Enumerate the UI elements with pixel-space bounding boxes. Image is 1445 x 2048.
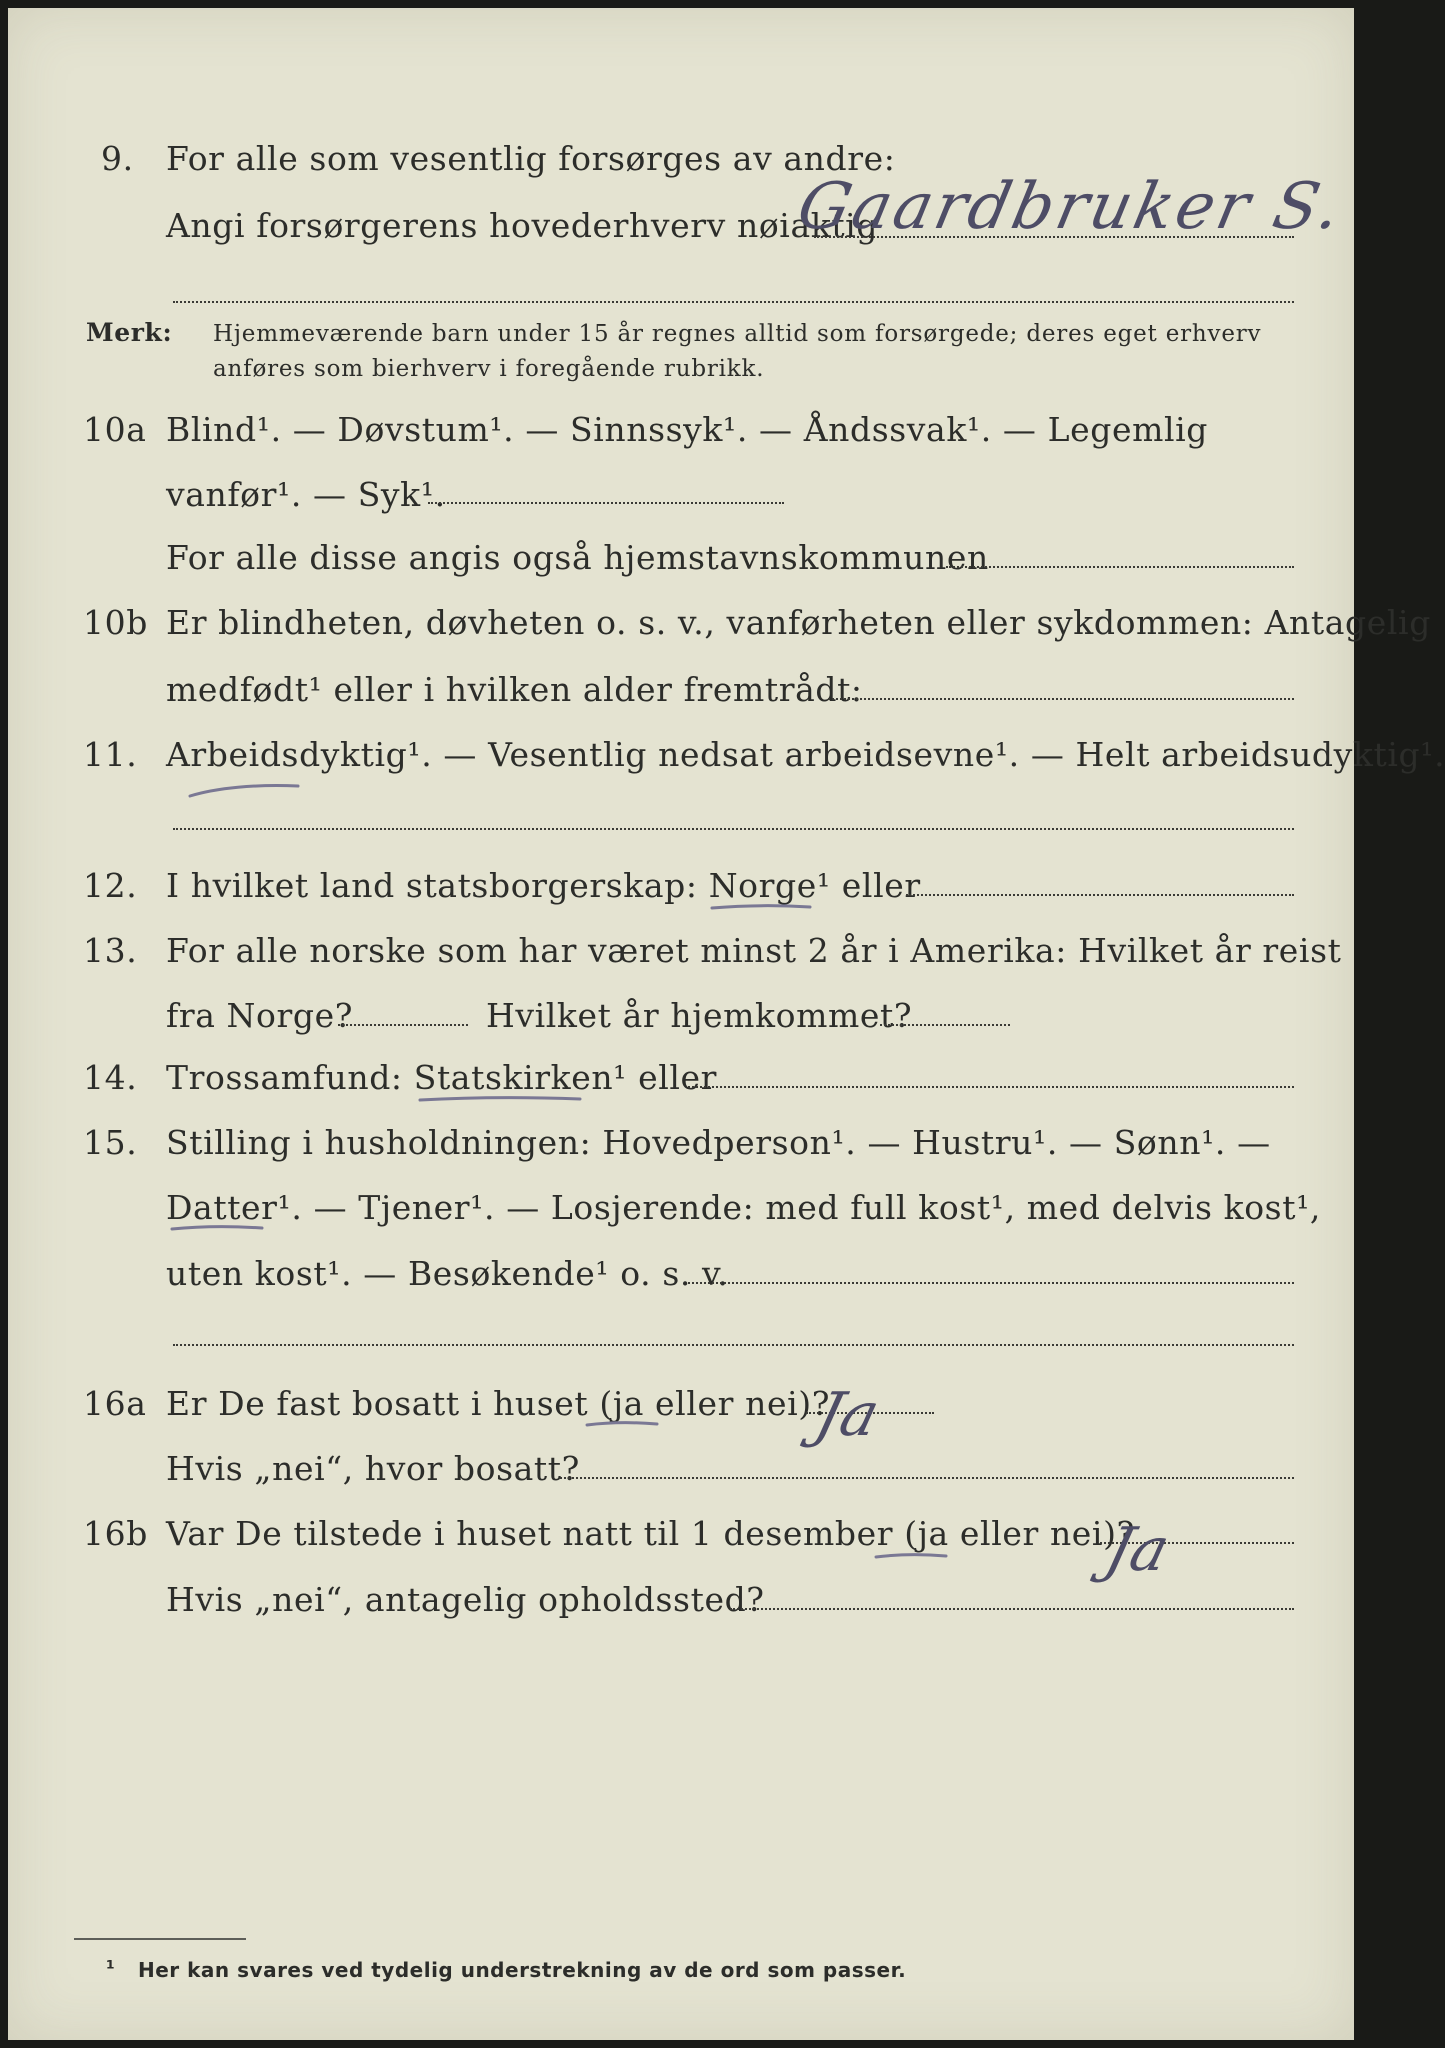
q15-answer-line xyxy=(688,1282,1294,1284)
q15-question-line3: uten kost¹. — Besøkende¹ o. s. v. xyxy=(166,1254,729,1293)
q10b-question-line2: medfødt¹ eller i hvilken alder fremtrådt: xyxy=(166,670,863,709)
q15-question-line1: Stilling i husholdningen: Hovedperson¹. — Hustru¹. — Sønn¹. — xyxy=(166,1123,1271,1162)
q16b-number: 16b xyxy=(83,1514,148,1553)
q15-question-line2: Datter¹. — Tjener¹. — Losjerende: med full kost¹, med delvis kost¹, xyxy=(166,1188,1321,1227)
q11-question-line1: Arbeidsdyktig¹. — Vesentlig nedsat arbeidsevne¹. — Helt arbeidsudyktig¹. xyxy=(166,735,1445,774)
q14-answer-line xyxy=(688,1086,1294,1088)
q16a-bosatt-line xyxy=(560,1477,1294,1479)
q10b-question-line1: Er blindheten, døvheten o. s. v., vanførheten eller sykdommen: Antagelig xyxy=(166,603,1431,642)
q15-extra-line xyxy=(173,1344,1294,1346)
q13-question-line2a: fra Norge? xyxy=(166,996,354,1035)
merk-note-line2: anføres som bierhverv i foregående rubrikk. xyxy=(213,356,765,382)
q9-question-line2: Angi forsørgerens hovederhverv nøiaktig xyxy=(166,206,879,245)
q12-answer-line xyxy=(906,894,1294,896)
q12-question-line1: I hvilket land statsborgerskap: Norge¹ eller xyxy=(166,866,921,905)
q14-question-line1: Trossamfund: Statskirken¹ eller xyxy=(166,1058,718,1097)
q16a-answer-line xyxy=(806,1412,934,1414)
q14-number: 14. xyxy=(83,1058,138,1097)
svg-text:Gaardbruker S.: Gaardbruker S. xyxy=(791,169,1351,244)
q16a-question-line1: Er De fast bosatt i huset (ja eller nei)? xyxy=(166,1384,830,1423)
q16b-question-line1: Var De tilstede i huset natt til 1 desember (ja eller nei)? xyxy=(166,1514,1135,1553)
merk-label: Merk: xyxy=(86,318,173,347)
q10a-answer-line xyxy=(428,502,784,504)
footnote-mark: ¹ xyxy=(106,1956,116,1980)
q13-question-line2b: Hvilket år hjemkommet? xyxy=(486,996,913,1035)
q16a-question-line2: Hvis „nei“, hvor bosatt? xyxy=(166,1449,580,1488)
footnote-text: Her kan svares ved tydelig understrekning av de ord som passer. xyxy=(138,1958,907,1982)
q13-question-line1: For alle norske som har været minst 2 år i Amerika: Hvilket år reist xyxy=(166,931,1342,970)
q10a-number: 10a xyxy=(83,410,147,449)
q11-extra-line xyxy=(173,828,1294,830)
q10a-question-line3: For alle disse angis også hjemstavnskommunen xyxy=(166,538,989,577)
q16b-question-line2: Hvis „nei“, antagelig opholdssted? xyxy=(166,1580,765,1619)
q9-extra-line xyxy=(173,301,1294,303)
footnote-separator xyxy=(74,1938,246,1940)
q9-number: 9. xyxy=(101,139,134,178)
q16b-opholdssted-line xyxy=(730,1608,1294,1610)
q13-reist-line xyxy=(338,1024,468,1026)
q10a-kommune-line xyxy=(946,566,1294,568)
merk-note-line1: Hjemmeværende barn under 15 år regnes alltid som forsørgede; deres eget erhverv xyxy=(213,321,1262,347)
q11-pencil-underline xyxy=(186,778,306,802)
q13-hjemkommet-line xyxy=(880,1024,1010,1026)
q10a-question-line2: vanfør¹. — Syk¹. xyxy=(166,475,446,514)
q10b-number: 10b xyxy=(83,603,148,642)
svg-text:Ja: Ja xyxy=(1098,1514,1177,1585)
q13-number: 13. xyxy=(83,931,138,970)
q9-answer-line xyxy=(814,236,1294,238)
census-form-page xyxy=(8,8,1445,2040)
q12-number: 12. xyxy=(83,866,138,905)
q11-number: 11. xyxy=(83,735,138,774)
q16a-number: 16a xyxy=(83,1384,147,1423)
q10a-question-line1: Blind¹. — Døvstum¹. — Sinnssyk¹. — Åndssvak¹. — Legemlig xyxy=(166,410,1209,449)
q16a-handwritten-answer xyxy=(808,1373,948,1483)
q9-question-line1: For alle som vesentlig forsørges av andre: xyxy=(166,139,896,178)
q16b-answer-line xyxy=(1100,1542,1294,1544)
q10b-answer-line xyxy=(828,698,1294,700)
q15-number: 15. xyxy=(83,1123,138,1162)
svg-text:Ja: Ja xyxy=(808,1379,887,1450)
